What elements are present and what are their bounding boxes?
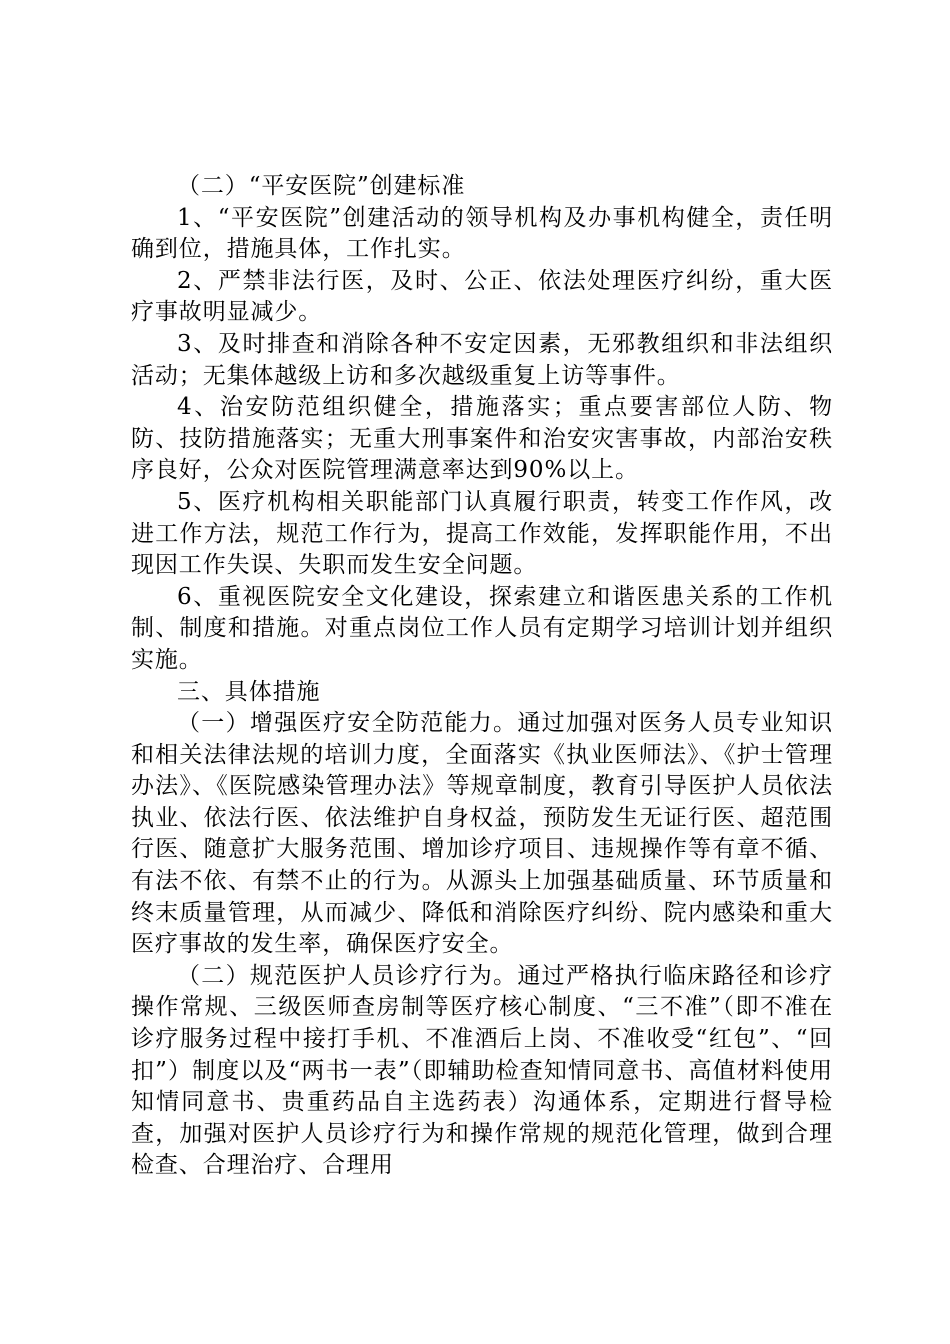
paragraph-standard-1: 1、“平安医院”创建活动的领导机构及办事机构健全，责任明确到位，措施具体，工作扎实。 <box>131 204 833 263</box>
section-heading-specific-measures: 三、具体措施 <box>177 678 321 705</box>
paragraph-standard-6: 6、重视医院安全文化建设，探索建立和谐医患关系的工作机制、制度和措施。对重点岗位工作人员有定期学习培训计划并组织实施。 <box>131 583 833 673</box>
document-body <box>131 171 833 1182</box>
section-heading-creation-standards: （二）“平安医院”创建标准 <box>177 173 466 199</box>
paragraph-standard-4: 4、治安防范组织健全，措施落实；重点要害部位人防、物防、技防措施落实；无重大刑事案件和治安灾害事故，内部治安秩序良好，公众对医院管理满意率达到90%以上。 <box>131 394 833 484</box>
paragraph-measure-2: （二）规范医护人员诊疗行为。通过严格执行临床路径和诊疗操作常规、三级医师查房制等医疗核心制度、“三不准”（即不准在诊疗服务过程中接打手机、不准酒后上岗、不准收受“红包”、“回扣”）制度以及“两书一表”（即辅助检查知情同意书、高值材料使用知情同意书、贵重药品自主选药表）沟通体系，定期进行督导检查，加强对医护人员诊疗行为和操作常规的规范化管理，做到合理检查、合理治疗、合理用 <box>131 962 833 1179</box>
paragraph-standard-3: 3、及时排查和消除各种不安定因素，无邪教组织和非法组织活动；无集体越级上访和多次越级重复上访等事件。 <box>131 330 833 389</box>
paragraph-standard-2: 2、严禁非法行医，及时、公正、依法处理医疗纠纷，重大医疗事故明显减少。 <box>131 267 833 326</box>
paragraph-standard-5: 5、医疗机构相关职能部门认真履行职责，转变工作作风，改进工作方法，规范工作行为，提高工作效能，发挥职能作用，不出现因工作失误、失职而发生安全问题。 <box>131 488 833 579</box>
paragraph-measure-1: （一）增强医疗安全防范能力。通过加强对医务人员专业知识和相关法律法规的培训力度，全面落实《执业医师法》、《护士管理办法》、《医院感染管理办法》等规章制度，教育引导医护人员依法执业、依法行医、依法维护自身权益，预防发生无证行医、超范围行医、随意扩大服务范围、增加诊疗项目、违规操作等有章不循、有法不依、有禁不止的行为。从源头上加强基础质量、环节质量和终末质量管理，从而减少、降低和消除医疗纠纷、院内感染和重大医疗事故的发生率，确保医疗安全。 <box>131 710 833 958</box>
